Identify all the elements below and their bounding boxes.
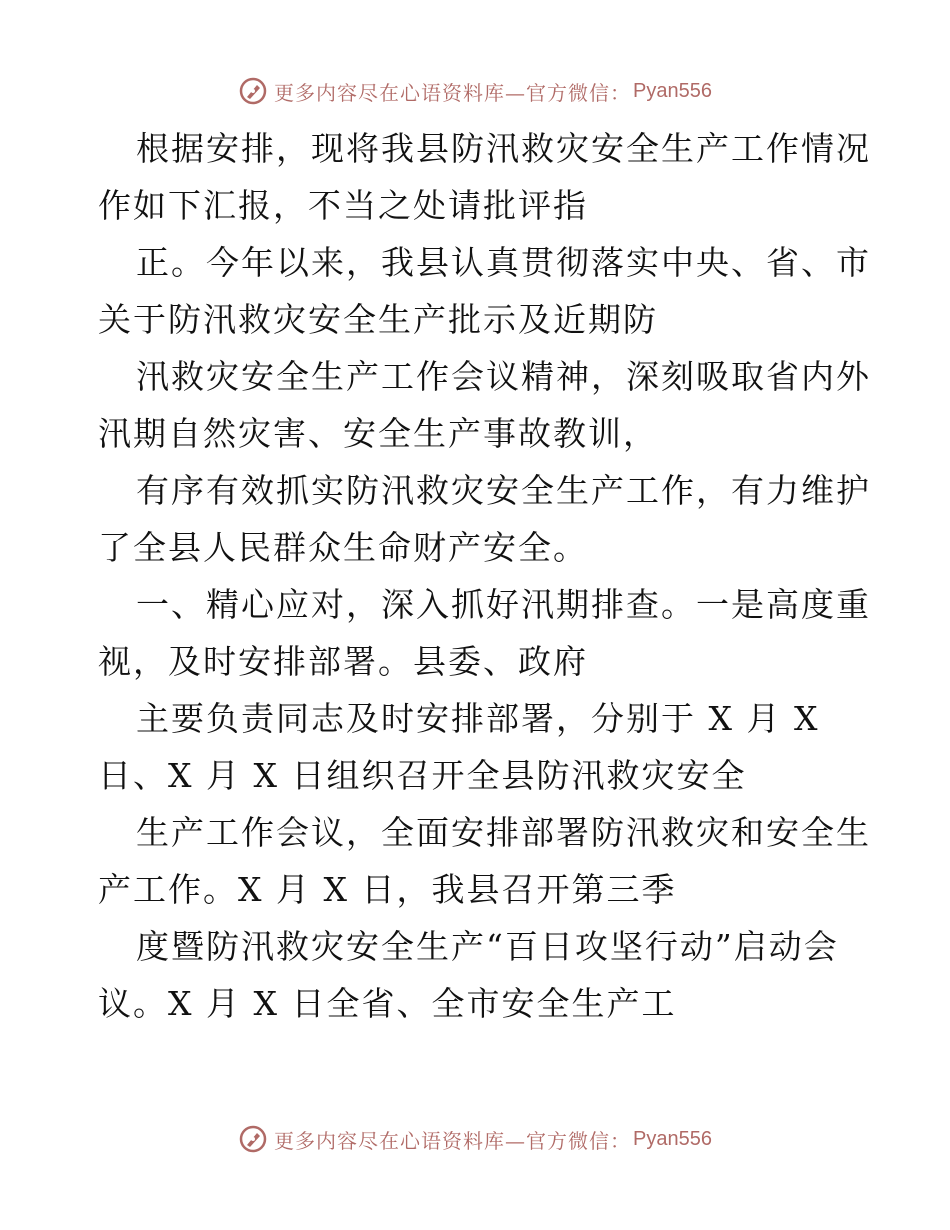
watermark-wechat-id: Pyan556 [633,1127,712,1150]
watermark-text: 更多内容尽在心语资料库—官方微信： [274,80,632,105]
text-line: 视，及时安排部署。县委、政府 [98,642,588,681]
text-line: 议。X 月 X 日全省、全市安全生产工 [98,984,677,1023]
text-line: 汛救灾安全生产工作会议精神，深刻吸取省内外 [136,357,871,396]
header-watermark [0,71,950,111]
watermark-wechat-id: Pyan556 [633,79,712,102]
text-line: 一、精心应对，深入抓好汛期排查。一是高度重 [136,585,871,624]
text-line: 产工作。X 月 X 日，我县召开第三季 [98,870,677,909]
text-line: 汛期自然灾害、安全生产事故教训， [98,414,658,453]
text-line: 度暨防汛救灾安全生产“百日攻坚行动”启动会 [136,927,839,966]
watermark-text: 更多内容尽在心语资料库—官方微信： [274,1128,632,1153]
text-line: 作如下汇报，不当之处请批评指 [98,186,588,225]
text-line: 了全县人民群众生命财产安全。 [98,528,588,567]
pen-logo-icon [238,76,268,106]
text-line: 关于防汛救灾安全生产批示及近期防 [98,300,658,339]
text-line: 正。今年以来，我县认真贯彻落实中央、省、市 [136,243,871,282]
pen-logo-icon [238,1124,268,1154]
text-line: 有序有效抓实防汛救灾安全生产工作，有力维护 [136,471,871,510]
footer-watermark [0,1119,950,1159]
text-line: 主要负责同志及时安排部署，分别于 X 月 X [136,699,820,738]
text-line: 根据安排，现将我县防汛救灾安全生产工作情况 [136,129,871,168]
text-line: 日、X 月 X 日组织召开全县防汛救灾安全 [98,756,747,795]
text-line: 生产工作会议，全面安排部署防汛救灾和安全生 [136,813,871,852]
document-body [98,120,871,1032]
